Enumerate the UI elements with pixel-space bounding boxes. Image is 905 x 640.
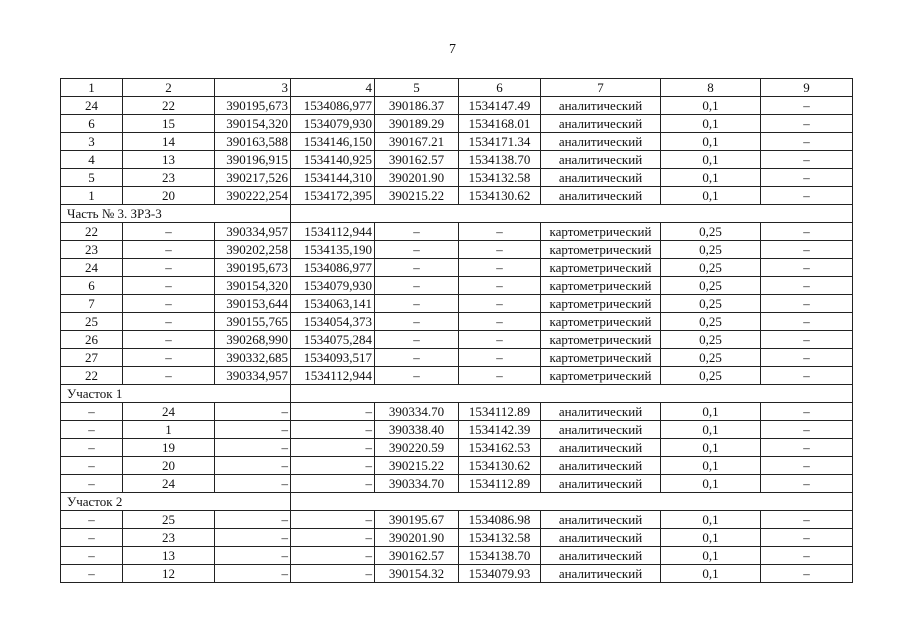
point-number-cell: 25 xyxy=(61,313,123,331)
table-row xyxy=(61,187,853,205)
x-coordinate-cell: – xyxy=(215,421,291,439)
y-coordinate-cell: 1534112,944 xyxy=(291,367,375,385)
x-coordinate-cell: 390334,957 xyxy=(215,367,291,385)
accuracy-cell: 0,1 xyxy=(661,187,761,205)
y-coordinate-cell: 1534063,141 xyxy=(291,295,375,313)
table-row xyxy=(61,277,853,295)
method-cell: картометрический xyxy=(541,367,661,385)
point-number-2-cell: – xyxy=(123,331,215,349)
accuracy-cell: 0,1 xyxy=(661,565,761,583)
point-number-2-cell: 15 xyxy=(123,115,215,133)
point-number-cell: 6 xyxy=(61,115,123,133)
notes-cell: – xyxy=(761,565,853,583)
y-calculated-cell: – xyxy=(459,295,541,313)
x-calculated-cell: 390338.40 xyxy=(375,421,459,439)
point-number-2-cell: 1 xyxy=(123,421,215,439)
x-calculated-cell: 390195.67 xyxy=(375,511,459,529)
x-coordinate-cell: 3 xyxy=(215,79,291,97)
point-number-2-cell: 24 xyxy=(123,403,215,421)
accuracy-cell: 0,25 xyxy=(661,313,761,331)
accuracy-cell: 0,1 xyxy=(661,547,761,565)
point-number-2-cell: 24 xyxy=(123,475,215,493)
point-number-cell: 26 xyxy=(61,331,123,349)
x-calculated-cell: 390334.70 xyxy=(375,403,459,421)
method-cell: картометрический xyxy=(541,349,661,367)
x-coordinate-cell: – xyxy=(215,439,291,457)
method-cell: картометрический xyxy=(541,277,661,295)
accuracy-cell: 0,1 xyxy=(661,439,761,457)
x-calculated-cell: 390334.70 xyxy=(375,475,459,493)
table-row xyxy=(61,457,853,475)
section-spacer xyxy=(291,205,853,223)
point-number-cell: – xyxy=(61,547,123,565)
table-row xyxy=(61,151,853,169)
y-coordinate-cell: – xyxy=(291,439,375,457)
accuracy-cell: 0,25 xyxy=(661,349,761,367)
point-number-2-cell: – xyxy=(123,313,215,331)
method-cell: аналитический xyxy=(541,529,661,547)
y-calculated-cell: 1534079.93 xyxy=(459,565,541,583)
point-number-cell: 23 xyxy=(61,241,123,259)
y-coordinate-cell: 1534112,944 xyxy=(291,223,375,241)
y-calculated-cell: 1534138.70 xyxy=(459,151,541,169)
y-coordinate-cell: 1534144,310 xyxy=(291,169,375,187)
y-coordinate-cell: 1534086,977 xyxy=(291,97,375,115)
table-row xyxy=(61,529,853,547)
y-calculated-cell: 1534112.89 xyxy=(459,403,541,421)
method-cell: аналитический xyxy=(541,421,661,439)
point-number-cell: 6 xyxy=(61,277,123,295)
y-calculated-cell: – xyxy=(459,277,541,295)
table-row xyxy=(61,547,853,565)
y-calculated-cell: 1534132.58 xyxy=(459,529,541,547)
table-body xyxy=(61,79,853,583)
x-calculated-cell: – xyxy=(375,349,459,367)
method-cell: картометрический xyxy=(541,223,661,241)
point-number-2-cell: 13 xyxy=(123,151,215,169)
y-calculated-cell: 1534147.49 xyxy=(459,97,541,115)
method-cell: аналитический xyxy=(541,115,661,133)
x-calculated-cell: 390162.57 xyxy=(375,547,459,565)
x-calculated-cell: 390215.22 xyxy=(375,457,459,475)
y-coordinate-cell: 1534079,930 xyxy=(291,115,375,133)
point-number-2-cell: – xyxy=(123,277,215,295)
accuracy-cell: 0,25 xyxy=(661,367,761,385)
point-number-2-cell: 22 xyxy=(123,97,215,115)
x-calculated-cell: – xyxy=(375,295,459,313)
point-number-cell: 1 xyxy=(61,79,123,97)
y-coordinate-cell: 4 xyxy=(291,79,375,97)
section-row xyxy=(61,385,853,403)
y-coordinate-cell: – xyxy=(291,565,375,583)
y-calculated-cell: – xyxy=(459,223,541,241)
table-row xyxy=(61,511,853,529)
notes-cell: – xyxy=(761,547,853,565)
point-number-2-cell: 2 xyxy=(123,79,215,97)
point-number-2-cell: 13 xyxy=(123,547,215,565)
accuracy-cell: 0,1 xyxy=(661,403,761,421)
accuracy-cell: 0,25 xyxy=(661,331,761,349)
point-number-cell: 24 xyxy=(61,259,123,277)
y-calculated-cell: – xyxy=(459,349,541,367)
point-number-cell: 3 xyxy=(61,133,123,151)
y-coordinate-cell: – xyxy=(291,529,375,547)
method-cell: 7 xyxy=(541,79,661,97)
x-coordinate-cell: – xyxy=(215,457,291,475)
table-row xyxy=(61,97,853,115)
notes-cell: 9 xyxy=(761,79,853,97)
table-row xyxy=(61,421,853,439)
table-row xyxy=(61,367,853,385)
accuracy-cell: 0,1 xyxy=(661,529,761,547)
notes-cell: – xyxy=(761,367,853,385)
y-coordinate-cell: 1534140,925 xyxy=(291,151,375,169)
x-calculated-cell: 390201.90 xyxy=(375,169,459,187)
y-coordinate-cell: – xyxy=(291,421,375,439)
y-calculated-cell: 1534138.70 xyxy=(459,547,541,565)
accuracy-cell: 0,25 xyxy=(661,223,761,241)
table-row xyxy=(61,223,853,241)
notes-cell: – xyxy=(761,511,853,529)
notes-cell: – xyxy=(761,151,853,169)
notes-cell: – xyxy=(761,529,853,547)
x-coordinate-cell: 390155,765 xyxy=(215,313,291,331)
y-calculated-cell: 1534171.34 xyxy=(459,133,541,151)
method-cell: аналитический xyxy=(541,187,661,205)
section-title: Часть № 3. ЗРЗ-3 xyxy=(61,205,291,223)
y-coordinate-cell: 1534086,977 xyxy=(291,259,375,277)
notes-cell: – xyxy=(761,259,853,277)
x-calculated-cell: 390186.37 xyxy=(375,97,459,115)
accuracy-cell: 0,1 xyxy=(661,421,761,439)
table-row xyxy=(61,313,853,331)
point-number-cell: – xyxy=(61,511,123,529)
y-coordinate-cell: – xyxy=(291,547,375,565)
x-calculated-cell: – xyxy=(375,367,459,385)
y-coordinate-cell: – xyxy=(291,475,375,493)
section-title: Участок 1 xyxy=(61,385,291,403)
method-cell: аналитический xyxy=(541,565,661,583)
accuracy-cell: 0,1 xyxy=(661,475,761,493)
point-number-cell: 5 xyxy=(61,169,123,187)
method-cell: картометрический xyxy=(541,313,661,331)
method-cell: аналитический xyxy=(541,403,661,421)
y-calculated-cell: 1534112.89 xyxy=(459,475,541,493)
x-coordinate-cell: – xyxy=(215,403,291,421)
y-calculated-cell: 1534142.39 xyxy=(459,421,541,439)
x-coordinate-cell: – xyxy=(215,529,291,547)
method-cell: аналитический xyxy=(541,151,661,169)
point-number-cell: 4 xyxy=(61,151,123,169)
notes-cell: – xyxy=(761,115,853,133)
x-calculated-cell: – xyxy=(375,259,459,277)
section-title: Участок 2 xyxy=(61,493,291,511)
table-row xyxy=(61,331,853,349)
x-coordinate-cell: – xyxy=(215,547,291,565)
notes-cell: – xyxy=(761,331,853,349)
table-row xyxy=(61,115,853,133)
y-calculated-cell: 1534168.01 xyxy=(459,115,541,133)
point-number-2-cell: – xyxy=(123,259,215,277)
y-calculated-cell: 6 xyxy=(459,79,541,97)
y-coordinate-cell: 1534075,284 xyxy=(291,331,375,349)
notes-cell: – xyxy=(761,241,853,259)
x-calculated-cell: – xyxy=(375,241,459,259)
table-row xyxy=(61,475,853,493)
x-calculated-cell: 390201.90 xyxy=(375,529,459,547)
point-number-2-cell: 25 xyxy=(123,511,215,529)
y-calculated-cell: – xyxy=(459,241,541,259)
method-cell: аналитический xyxy=(541,439,661,457)
x-coordinate-cell: 390202,258 xyxy=(215,241,291,259)
point-number-cell: – xyxy=(61,457,123,475)
table-row xyxy=(61,241,853,259)
point-number-2-cell: 19 xyxy=(123,439,215,457)
x-coordinate-cell: – xyxy=(215,565,291,583)
x-coordinate-cell: 390153,644 xyxy=(215,295,291,313)
point-number-2-cell: 20 xyxy=(123,187,215,205)
x-coordinate-cell: 390332,685 xyxy=(215,349,291,367)
y-calculated-cell: 1534086.98 xyxy=(459,511,541,529)
x-coordinate-cell: – xyxy=(215,511,291,529)
table-row xyxy=(61,169,853,187)
coordinates-table xyxy=(60,78,853,583)
point-number-2-cell: 12 xyxy=(123,565,215,583)
point-number-cell: – xyxy=(61,565,123,583)
accuracy-cell: 0,1 xyxy=(661,151,761,169)
notes-cell: – xyxy=(761,223,853,241)
section-row xyxy=(61,205,853,223)
point-number-cell: 22 xyxy=(61,367,123,385)
y-coordinate-cell: 1534054,373 xyxy=(291,313,375,331)
notes-cell: – xyxy=(761,457,853,475)
notes-cell: – xyxy=(761,349,853,367)
notes-cell: – xyxy=(761,295,853,313)
section-spacer xyxy=(291,385,853,403)
table-row xyxy=(61,439,853,457)
page-number: 7 xyxy=(449,42,456,57)
point-number-cell: – xyxy=(61,439,123,457)
method-cell: аналитический xyxy=(541,511,661,529)
method-cell: картометрический xyxy=(541,259,661,277)
point-number-2-cell: 14 xyxy=(123,133,215,151)
x-calculated-cell: 390167.21 xyxy=(375,133,459,151)
y-coordinate-cell: 1534135,190 xyxy=(291,241,375,259)
notes-cell: – xyxy=(761,403,853,421)
x-calculated-cell: 390189.29 xyxy=(375,115,459,133)
x-coordinate-cell: 390154,320 xyxy=(215,115,291,133)
point-number-2-cell: 20 xyxy=(123,457,215,475)
y-calculated-cell: 1534130.62 xyxy=(459,187,541,205)
x-calculated-cell: – xyxy=(375,313,459,331)
notes-cell: – xyxy=(761,169,853,187)
table-row xyxy=(61,295,853,313)
x-calculated-cell: 390215.22 xyxy=(375,187,459,205)
point-number-2-cell: – xyxy=(123,367,215,385)
method-cell: аналитический xyxy=(541,475,661,493)
point-number-cell: – xyxy=(61,529,123,547)
notes-cell: – xyxy=(761,313,853,331)
x-calculated-cell: 390154.32 xyxy=(375,565,459,583)
x-coordinate-cell: 390163,588 xyxy=(215,133,291,151)
y-calculated-cell: – xyxy=(459,367,541,385)
x-coordinate-cell: 390154,320 xyxy=(215,277,291,295)
table-row xyxy=(61,403,853,421)
notes-cell: – xyxy=(761,475,853,493)
accuracy-cell: 0,25 xyxy=(661,277,761,295)
accuracy-cell: 0,1 xyxy=(661,511,761,529)
accuracy-cell: 0,25 xyxy=(661,241,761,259)
method-cell: аналитический xyxy=(541,97,661,115)
y-coordinate-cell: – xyxy=(291,457,375,475)
point-number-2-cell: 23 xyxy=(123,529,215,547)
point-number-cell: 24 xyxy=(61,97,123,115)
accuracy-cell: 8 xyxy=(661,79,761,97)
point-number-2-cell: – xyxy=(123,241,215,259)
x-calculated-cell: – xyxy=(375,223,459,241)
x-coordinate-cell: 390222,254 xyxy=(215,187,291,205)
y-coordinate-cell: 1534172,395 xyxy=(291,187,375,205)
x-coordinate-cell: 390334,957 xyxy=(215,223,291,241)
table-row xyxy=(61,565,853,583)
y-coordinate-cell: – xyxy=(291,511,375,529)
y-calculated-cell: 1534130.62 xyxy=(459,457,541,475)
accuracy-cell: 0,1 xyxy=(661,133,761,151)
x-calculated-cell: – xyxy=(375,331,459,349)
method-cell: аналитический xyxy=(541,133,661,151)
table-row xyxy=(61,133,853,151)
x-coordinate-cell: 390195,673 xyxy=(215,259,291,277)
point-number-cell: – xyxy=(61,475,123,493)
table-row xyxy=(61,349,853,367)
method-cell: картометрический xyxy=(541,241,661,259)
notes-cell: – xyxy=(761,133,853,151)
notes-cell: – xyxy=(761,421,853,439)
y-calculated-cell: – xyxy=(459,259,541,277)
header-row xyxy=(61,79,853,97)
x-calculated-cell: 5 xyxy=(375,79,459,97)
method-cell: картометрический xyxy=(541,295,661,313)
x-coordinate-cell: 390196,915 xyxy=(215,151,291,169)
x-coordinate-cell: 390195,673 xyxy=(215,97,291,115)
notes-cell: – xyxy=(761,439,853,457)
y-calculated-cell: 1534132.58 xyxy=(459,169,541,187)
point-number-cell: 22 xyxy=(61,223,123,241)
point-number-cell: – xyxy=(61,421,123,439)
point-number-2-cell: – xyxy=(123,349,215,367)
x-coordinate-cell: 390268,990 xyxy=(215,331,291,349)
point-number-cell: 1 xyxy=(61,187,123,205)
method-cell: аналитический xyxy=(541,457,661,475)
y-coordinate-cell: 1534093,517 xyxy=(291,349,375,367)
x-coordinate-cell: 390217,526 xyxy=(215,169,291,187)
method-cell: картометрический xyxy=(541,331,661,349)
section-row xyxy=(61,493,853,511)
x-calculated-cell: – xyxy=(375,277,459,295)
method-cell: аналитический xyxy=(541,547,661,565)
accuracy-cell: 0,1 xyxy=(661,169,761,187)
point-number-cell: 7 xyxy=(61,295,123,313)
y-calculated-cell: – xyxy=(459,313,541,331)
point-number-2-cell: 23 xyxy=(123,169,215,187)
method-cell: аналитический xyxy=(541,169,661,187)
accuracy-cell: 0,1 xyxy=(661,115,761,133)
notes-cell: – xyxy=(761,277,853,295)
point-number-cell: – xyxy=(61,403,123,421)
x-coordinate-cell: – xyxy=(215,475,291,493)
point-number-2-cell: – xyxy=(123,295,215,313)
accuracy-cell: 0,25 xyxy=(661,295,761,313)
point-number-cell: 27 xyxy=(61,349,123,367)
accuracy-cell: 0,25 xyxy=(661,259,761,277)
point-number-2-cell: – xyxy=(123,223,215,241)
y-calculated-cell: 1534162.53 xyxy=(459,439,541,457)
x-calculated-cell: 390220.59 xyxy=(375,439,459,457)
y-coordinate-cell: 1534079,930 xyxy=(291,277,375,295)
y-coordinate-cell: – xyxy=(291,403,375,421)
notes-cell: – xyxy=(761,97,853,115)
notes-cell: – xyxy=(761,187,853,205)
table-row xyxy=(61,259,853,277)
accuracy-cell: 0,1 xyxy=(661,97,761,115)
accuracy-cell: 0,1 xyxy=(661,457,761,475)
x-calculated-cell: 390162.57 xyxy=(375,151,459,169)
section-spacer xyxy=(291,493,853,511)
y-calculated-cell: – xyxy=(459,331,541,349)
y-coordinate-cell: 1534146,150 xyxy=(291,133,375,151)
